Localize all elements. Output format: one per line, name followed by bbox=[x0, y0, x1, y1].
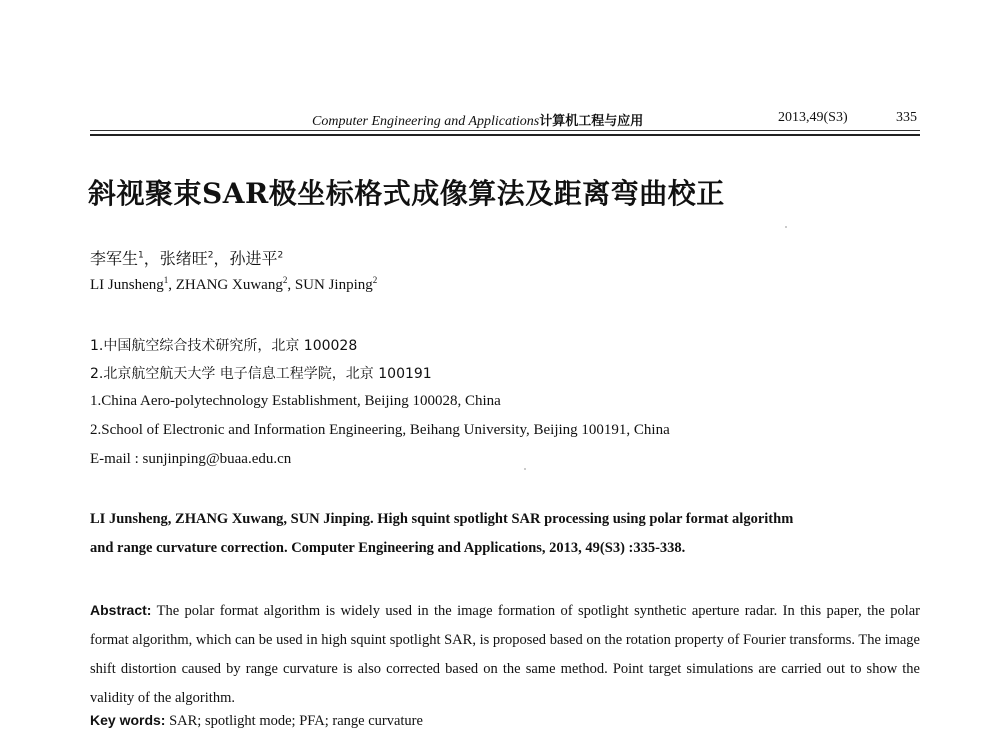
author-cn-3: 孙进平 bbox=[229, 249, 278, 268]
abstract-text: The polar format algorithm is widely used in the image formation of spotlight synthetic aperture radar. In this paper, the polar format algorithm, which can be used in high squint spotlight SAR, is proposed based on the rotation property of Fourier transforms. The image shift distortion caused by range curvature is also corrected based on the same method. Point target simulations are carried out to show the validity of the algorithm. bbox=[90, 603, 920, 706]
author-en-3: SUN Jinping bbox=[294, 277, 373, 293]
author-en-1: LI Junsheng bbox=[90, 277, 164, 293]
affiliation-cn-2: 2.北京航空航天大学 电子信息工程学院，北京 100191 bbox=[90, 366, 432, 382]
volume-issue: 2013,49(S3) bbox=[778, 110, 848, 125]
keywords-label: Key words: bbox=[90, 712, 166, 728]
journal-name-cn: 计算机工程与应用 bbox=[539, 114, 644, 129]
abstract bbox=[90, 596, 920, 713]
affiliation-cn-1: 1.中国航空综合技术研究所，北京 100028 bbox=[90, 338, 358, 354]
page-number: 335 bbox=[896, 110, 917, 125]
journal-header bbox=[312, 110, 643, 130]
authors-en: LI Junsheng$^1$, ZHANG Xuwang$^2$, SUN Jinping$^2$ bbox=[90, 275, 378, 293]
email: E-mail : sunjinping@buaa.edu.cn bbox=[90, 451, 292, 467]
keywords bbox=[90, 712, 423, 730]
journal-name-en: Computer Engineering and Applications bbox=[312, 114, 540, 129]
abstract-label: Abstract: bbox=[90, 602, 152, 618]
author-cn-2: 张绪旺 bbox=[159, 249, 208, 268]
authors-cn: 李军生$^1$，张绪旺$^2$，孙进平$^2$ bbox=[90, 249, 284, 268]
citation-line-1: LI Junsheng, ZHANG Xuwang, SUN Jinping. High squint spotlight SAR processing using polar format algorithm bbox=[90, 511, 794, 527]
header-rule-thick bbox=[90, 134, 920, 136]
scan-speck bbox=[524, 468, 526, 470]
keywords-text: SAR; spotlight mode; PFA; range curvature bbox=[169, 713, 423, 729]
affiliation-en-2: 2.School of Electronic and Information Engineering, Beihang University, Beijing 100191, China bbox=[90, 422, 670, 438]
scan-speck bbox=[785, 226, 787, 228]
author-cn-1: 李军生 bbox=[90, 249, 139, 268]
affiliation-en-1: 1.China Aero-polytechnology Establishment, Beijing 100028, China bbox=[90, 393, 501, 409]
paper-title: 斜视聚束SAR极坐标格式成像算法及距离弯曲校正 bbox=[88, 177, 725, 210]
header-rule-thin bbox=[90, 130, 920, 131]
citation-line-2: and range curvature correction. Computer Engineering and Applications, 2013, 49(S3) :335-338. bbox=[90, 540, 686, 556]
author-en-2: ZHANG Xuwang bbox=[175, 277, 283, 293]
